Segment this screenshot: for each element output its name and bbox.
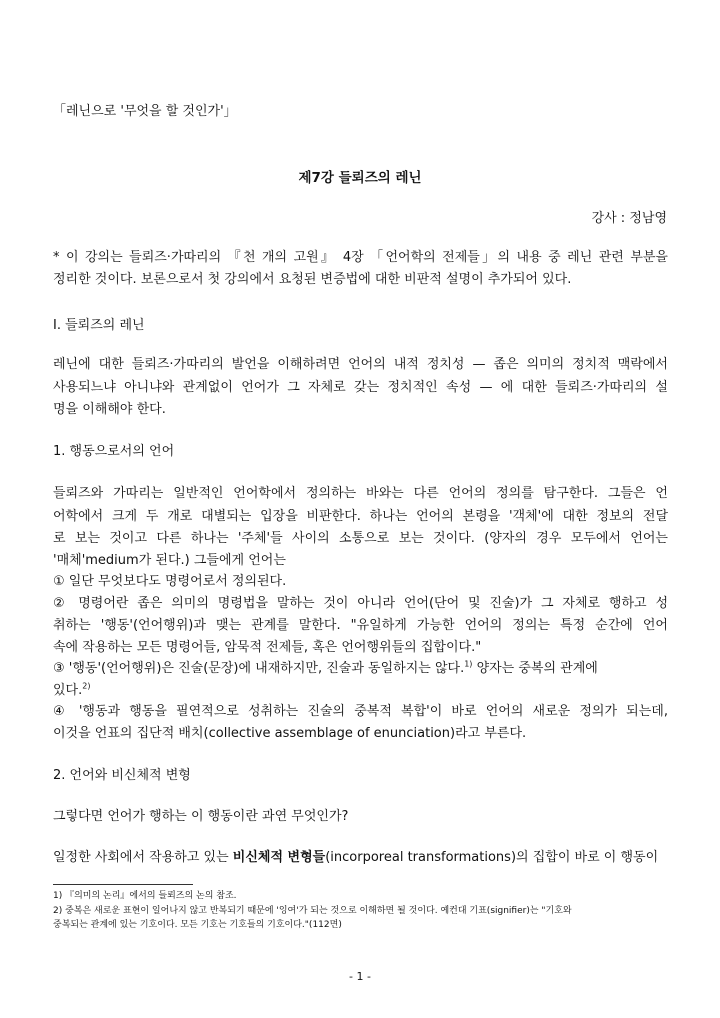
- list-item-4-line-1: ④ '행동과 행동을 필연적으로 성취하는 진술의 중복적 복합'이 바로 언어의 새로운 정의가 되는데,: [53, 704, 668, 719]
- header-text: 「레닌으로 '무엇을 할 것인가'」: [53, 104, 237, 119]
- footnote-ref-2: 2): [82, 681, 91, 691]
- section1-line-2: 사용되느냐 아니냐와 관계없이 언어가 그 자체로 갖는 정치적인 속성 — 에 대한 들뢰즈·가따리의 설: [53, 380, 668, 395]
- footnote-2-line-2: 중복되는 관계에 있는 기호이다. 모든 기호는 기호들의 기호이다."(112면): [53, 920, 342, 930]
- page-number: - 1 -: [349, 970, 371, 983]
- list-item-4-line-2: 이것을 언표의 집단적 배치(collective assemblage of enunciation)라고 부른다.: [53, 726, 527, 741]
- footnote-divider: [53, 884, 193, 885]
- intro-line-2: 정리한 것이다. 보론으로서 첫 강의에서 요청된 변증법에 대한 비판적 설명이 추가되어 있다.: [53, 272, 572, 287]
- list-item-3-text: ③ '행동'(언어행위)은 진술(문장)에 내재하지만, 진술과 동일하지는 않다.: [53, 661, 465, 676]
- list-item-3-line-2: [53, 683, 90, 699]
- footnote-ref-1: 1): [464, 659, 473, 669]
- section1-line-1: 레닌에 대한 들뢰즈·가따리의 발언을 이해하려면 언어의 내적 정치성 — 좁은 의미의 정치적 맥락에서: [53, 357, 668, 372]
- footnote-1: 1) 『의미의 논리』에서의 들뢰즈의 논의 참조.: [53, 891, 237, 901]
- sub1-line-1: 들뢰즈와 가따리는 일반적인 언어학에서 정의하는 바와는 다른 언어의 정의를 탐구한다. 그들은 언: [53, 486, 668, 501]
- list-item-2-line-3: 속에 작용하는 모든 명령어들, 암묵적 전제들, 혹은 언어행위들의 집합이다.": [53, 640, 482, 655]
- sub1-line-4: '매체'medium가 된다.) 그들에게 언어는: [53, 553, 286, 568]
- list-item-3-text-2: 있다.: [53, 683, 83, 698]
- list-item-2-line-1: ② 명령어란 좁은 의미의 명령법을 말하는 것이 아니라 언어(단어 및 진술)가 그 자체로 행하고 성: [53, 596, 669, 611]
- footnote-2-line-1: 2) 중복은 새로운 표현이 일어나지 않고 반복되기 때문에 '잉여'가 되는 것으로 이해하면 될 것이다. 예컨대 기표(signifier)는 "기호와: [53, 906, 572, 916]
- lecture-title: 제7강 들뢰즈의 레닌: [298, 170, 422, 186]
- lecturer-name: 강사 : 정남영: [591, 211, 667, 226]
- section1-line-3: 명을 이해해야 한다.: [53, 402, 166, 417]
- sub2-last-post: (incorporeal transformations)의 집합이 바로 이 행동이: [325, 850, 659, 865]
- subsection-heading-2: 2. 언어와 비신체적 변형: [53, 768, 191, 783]
- section-heading: I. 들뢰즈의 레닌: [53, 318, 145, 333]
- intro-line-1: * 이 강의는 들뢰즈·가따리의 『천 개의 고원』 4장 「언어학의 전제들」의 내용 중 레닌 관련 부분을: [53, 250, 668, 265]
- subsection-heading-1: 1. 행동으로서의 언어: [53, 444, 175, 459]
- sub1-line-2: 어학에서 크게 두 개로 대별되는 입장을 비판한다. 하나는 언어의 본령을 '객체'에 대한 정보의 전달: [53, 509, 668, 524]
- list-item-3-tail: 양자는 중복의 관계에: [472, 661, 598, 676]
- list-item-3-line-1: [53, 661, 598, 677]
- sub2-last-pre: 일정한 사회에서 작용하고 있는: [53, 850, 233, 865]
- sub1-line-3: 로 보는 것이고 다른 하나는 '주체'들 사이의 소통으로 보는 것이다. (양자의 경우 모두에서 언어는: [53, 531, 668, 546]
- list-item-1: ① 일단 무엇보다도 명령어로서 정의된다.: [53, 574, 287, 589]
- sub2-question: 그렇다면 언어가 행하는 이 행동이란 과연 무엇인가?: [53, 809, 349, 824]
- sub2-last-line: [53, 850, 658, 866]
- list-item-2-line-2: 취하는 '행동'(언어행위)과 맺는 관계를 말한다. "유일하게 가능한 언어의 정의는 특정 순간에 언어: [53, 618, 668, 633]
- sub2-last-bold: 비신체적 변형들: [232, 850, 326, 865]
